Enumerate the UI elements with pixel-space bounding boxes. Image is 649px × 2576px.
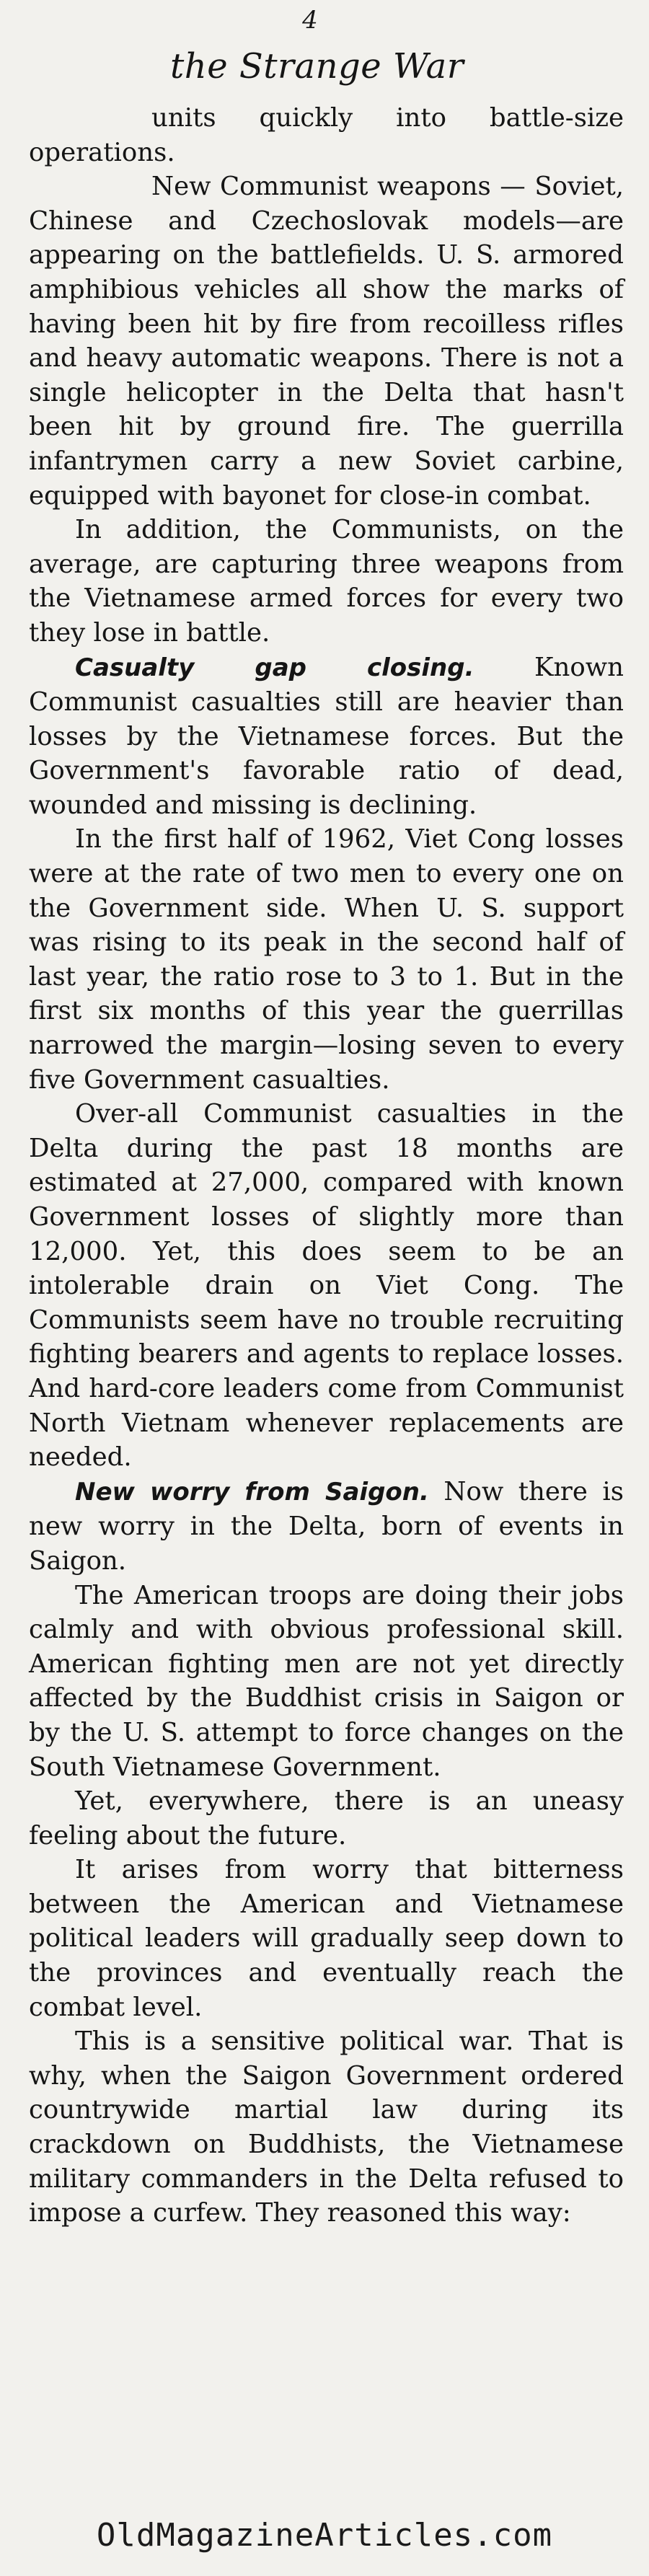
paragraph: In addition, the Communists, on the average, are capturing three weapons from the Vietnamese armed forces for every two they lose in battle. bbox=[29, 515, 624, 648]
paragraph: This is a sensitive political war. That is why, when the Saigon Government ordered countrywide martial law during its crackdown on Buddhists, the Vietnamese military commanders in the Delta refused to impose a curfew. They reasoned this way: bbox=[29, 2026, 624, 2228]
article-body bbox=[29, 101, 624, 2231]
paragraph: New Communist weapons — Soviet, Chinese and Czechoslovak models—are appearing on the battlefields. U. S. armored amphibious vehicles all show the marks of having been hit by fire from recoilless rifles and heavy automatic weapons. There is not a single helicopter in the Delta that hasn't been hit by ground fire. The guerrilla infantrymen carry a new Soviet carbine, equipped with bayonet for close-in combat. bbox=[29, 172, 624, 511]
paragraph bbox=[29, 650, 624, 823]
paragraph-text: Known Communist casualties still are heavier than losses by the Vietnamese forces. But the Government's favorable ratio of dead, wounded and missing is declining. bbox=[29, 652, 624, 820]
paragraph: Yet, everywhere, there is an uneasy feeling about the future. bbox=[29, 1786, 624, 1851]
paragraph-text: Now there is new worry in the Delta, born of events in Saigon. bbox=[29, 1476, 624, 1576]
page-number: 4 bbox=[302, 6, 318, 35]
paragraph: In the first half of 1962, Viet Cong losses were at the rate of two men to every one on the Government side. When U. S. support was rising to its peak in the second half of last year, the ratio rose to 3 to 1. But in the first six months of this year the guerrillas narrowed the margin—losing seven to every five Government casualties. bbox=[29, 824, 624, 1095]
page-title: the Strange War bbox=[170, 46, 464, 87]
paragraph: The American troops are doing their jobs calmly and with obvious professional skill. American fighting men are not yet directly affected by the Buddhist crisis in Saigon or by the U. S. attempt to force changes on the South Vietnamese Government. bbox=[29, 1580, 624, 1782]
subhead: Casualty gap closing. bbox=[75, 653, 474, 682]
paragraph: It arises from worry that bitterness between the American and Vietnamese political leaders will gradually seep down to the provinces and eventually reach the combat level. bbox=[29, 1855, 624, 2022]
paragraph: Over-all Communist casualties in the Delta during the past 18 months are estimated at 27,000, compared with known Government losses of slightly more than 12,000. Yet, this does seem to be an intolerable drain on Viet Cong. The Communists seem have no trouble recruiting fighting bearers and agents to replace losses. And hard-core leaders come from Communist North Vietnam whenever replacements are needed. bbox=[29, 1099, 624, 1473]
subhead: New worry from Saigon. bbox=[75, 1477, 429, 1507]
paragraph bbox=[29, 1475, 624, 1579]
watermark[interactable]: OldMagazineArticles.com bbox=[96, 2517, 553, 2554]
paragraph: units quickly into battle-size operations. bbox=[29, 103, 624, 167]
